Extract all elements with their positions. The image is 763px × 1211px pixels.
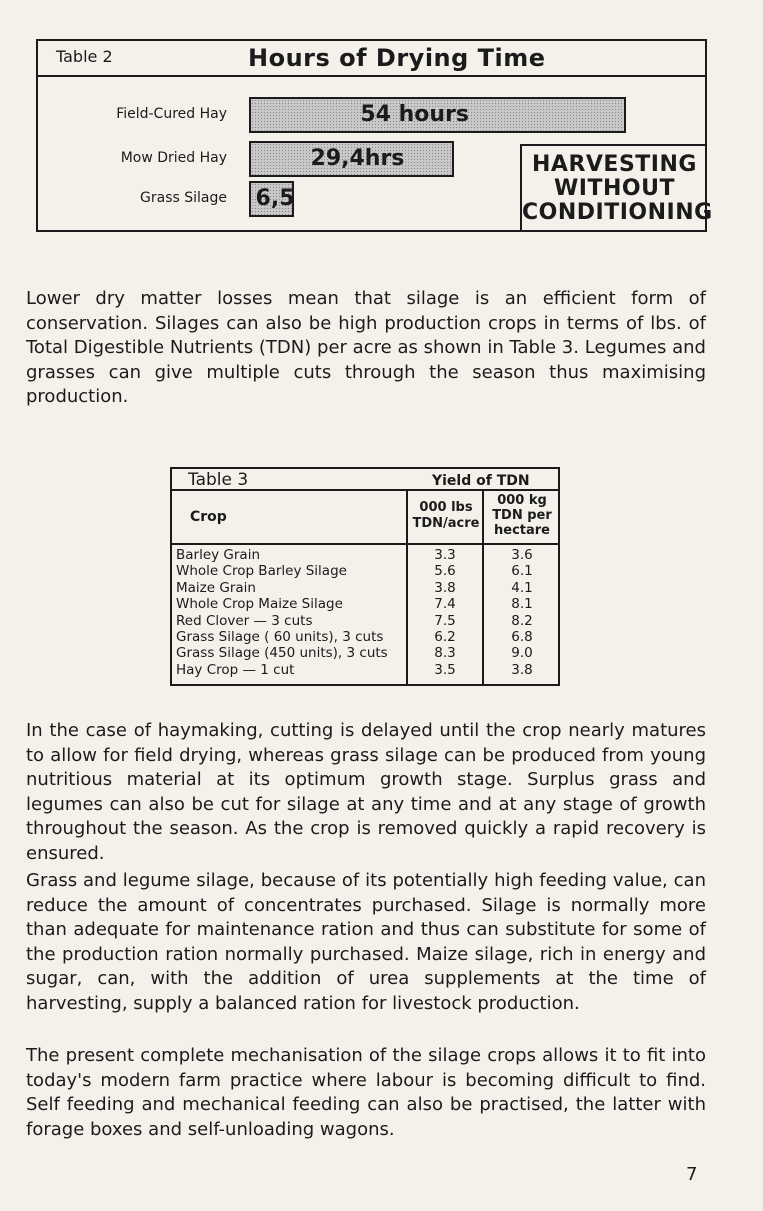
table-3-tdn-yield xyxy=(170,467,560,686)
crop-cell: Grass Silage ( 60 units), 3 cuts xyxy=(176,628,384,645)
kg-cell: 4.1 xyxy=(511,579,533,596)
kg-cell: 9.0 xyxy=(511,645,533,662)
bar-value-label: 29,4hrs xyxy=(310,146,405,171)
table-3-rule-header xyxy=(172,543,558,545)
kg-cell: 3.6 xyxy=(511,547,533,563)
crop-cell: Whole Crop Barley Silage xyxy=(176,563,347,580)
bar-category-label: Field-Cured Hay xyxy=(116,106,227,122)
lbs-cell: 6.2 xyxy=(434,628,456,645)
kg-cell: 3.8 xyxy=(511,661,533,678)
table-2-drying-time-chart xyxy=(36,39,713,232)
bar-value-label: 6,5 xyxy=(255,186,295,211)
table-2-title: Hours of Drying Time xyxy=(248,44,546,72)
lbs-cell: 3.8 xyxy=(434,579,456,596)
crop-cell: Grass Silage (450 units), 3 cuts xyxy=(176,645,388,662)
paragraph-haymaking: In the case of haymaking, cutting is delayed until the crop nearly matures to allow for field drying, whereas grass silage can be produced from young nutritious material at its optimum growth stage. Surplus grass and legumes can also be cut for silage at any time and at any stage of growth throughout the season. As the crop is removed quickly a rapid recovery is ensured. xyxy=(26,720,706,864)
drying-time-bar xyxy=(249,97,626,133)
harvesting-line-2: WITHOUT xyxy=(554,176,675,201)
harvesting-line-1: HARVESTING xyxy=(532,152,697,177)
harvesting-line-3: CONDITIONING xyxy=(522,200,713,225)
kg-header-line-1: 000 kg xyxy=(497,493,547,508)
harvesting-without-conditioning-label xyxy=(520,144,713,232)
paragraph-mechanisation: The present complete mechanisation of the silage crops allows it to fit into today's modern farm practice where labour is becoming difficult to find. Self feeding and mechanical feeding can also be practised, the latter with forage boxes and self-unloading wagons. xyxy=(26,1045,706,1140)
lbs-cell: 7.5 xyxy=(434,612,456,629)
drying-time-bar xyxy=(249,181,294,217)
crop-cell: Whole Crop Maize Silage xyxy=(176,596,343,613)
bar-category-label: Grass Silage xyxy=(140,190,227,206)
crop-cell: Barley Grain xyxy=(176,547,261,563)
lbs-cell: 8.3 xyxy=(434,645,456,662)
bar-value-label: 54 hours xyxy=(360,102,469,127)
crop-cell: Hay Crop — 1 cut xyxy=(176,661,295,678)
lbs-cell: 5.6 xyxy=(434,563,456,580)
lbs-cell: 3.3 xyxy=(434,547,456,563)
table-3-label: Table 3 xyxy=(188,470,249,490)
kg-header-line-2: TDN per xyxy=(492,508,552,523)
table-3-lbs-header xyxy=(408,500,484,532)
kg-cell: 8.2 xyxy=(511,612,533,629)
lbs-cell: 3.5 xyxy=(434,661,456,678)
bar-category-label: Mow Dried Hay xyxy=(120,150,227,166)
table-3-crop-header: Crop xyxy=(190,509,227,525)
lbs-header-line-2: TDN/acre xyxy=(412,516,480,531)
kg-cell: 6.8 xyxy=(511,628,533,645)
lbs-cell: 7.4 xyxy=(434,596,456,613)
kg-cell: 8.1 xyxy=(511,596,533,613)
drying-time-bar xyxy=(249,141,454,177)
table-2-label: Table 2 xyxy=(56,47,113,66)
table-3-kg-header xyxy=(486,493,558,538)
paragraph-feeding-value: Grass and legume silage, because of its potentially high feeding value, can reduce the amount of concentrates purchased. Silage is normally more than adequate for maintenance ration and thus can substitute for some of the production ration normally purchased. Maize silage, rich in energy and sugar, can, with the addition of urea supplements at the time of harvesting, supply a balanced ration for livestock production. xyxy=(26,870,706,1014)
paragraph-tdn-intro: Lower dry matter losses mean that silage is an efficient form of conservation. Silages can also be high production crops in terms of lbs. of Total Digestible Nutrients (TDN) per acre as shown in Table 3. Legumes and grasses can give multiple cuts through the season thus maximising production. xyxy=(26,288,706,408)
table-2-header xyxy=(38,41,705,77)
page-number: 7 xyxy=(686,1164,698,1185)
kg-cell: 6.1 xyxy=(511,563,533,580)
table-3-group-header: Yield of TDN xyxy=(432,473,530,489)
crop-cell: Red Clover — 3 cuts xyxy=(176,612,313,629)
kg-header-line-3: hectare xyxy=(494,523,550,538)
crop-cell: Maize Grain xyxy=(176,579,256,596)
lbs-header-line-1: 000 lbs xyxy=(419,500,473,515)
